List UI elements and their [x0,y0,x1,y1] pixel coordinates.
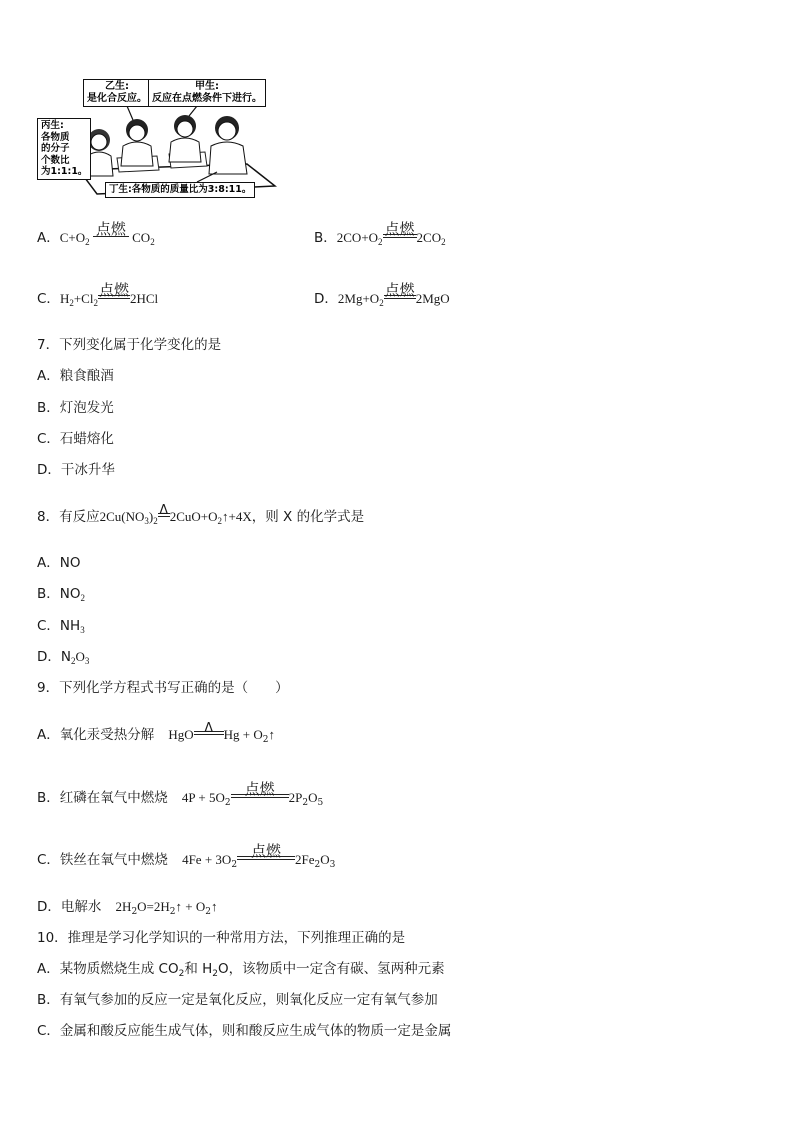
q10-a-sub1: 2 [178,969,185,979]
bubble-yi [83,79,151,107]
q6-a-rhs-sub: 2 [150,237,155,247]
q9-c-rhs-sub2: 3 [329,860,336,870]
q8-b-sub: 2 [80,593,85,603]
q8-d-sub2: 3 [84,656,90,666]
q6-a-sub: 2 [85,237,90,247]
q6-d-sub: 2 [379,298,384,308]
q9-option-b [37,780,324,808]
bubble-jia-name: 甲生: [195,81,219,92]
q9-d-eq2: O=2H [137,899,170,914]
q6-b-sub: 2 [378,237,383,247]
q6-b-condition [383,220,417,246]
q9-c-condition [237,842,295,868]
q6-a-lhs: C+O [59,230,86,245]
q7-option-c: C．石蜡熔化 [37,431,114,447]
q8-b-text: B．NO [37,586,81,602]
q9-b-lhs: 4P + 5O [181,790,225,805]
q6-d-condition-label: 点燃 [384,281,415,299]
q8-option-d [37,645,89,665]
q10-a-part2: 和 H [184,961,213,977]
q8-d-sub1: 2 [71,656,76,666]
q6-d-label: D． [314,291,338,307]
q6-d-lhs: 2Mg+O [337,291,380,306]
q7-option-a: A．粮食酿酒 [37,368,114,384]
q6-c-label: C． [37,291,60,307]
q8-eq-part2: ) [148,509,154,524]
bubble-yi-text: 是化合反应。 [87,93,147,104]
q9-c-condition-label: 点燃 [251,842,282,860]
q9-d-sub1: 2 [131,907,138,917]
q9-option-a [37,723,275,743]
q9-b-rhs2: O [308,790,318,805]
q9-d-eq1: 2H [115,899,132,914]
q6-a-condition [93,220,129,246]
q8-option-c [37,614,85,634]
bubble-bing-line2: 各物质 [41,131,70,143]
q8-eq-sub2b: 2 [217,516,222,526]
q10-a-part1: A．某物质燃烧生成 CO [37,961,179,977]
q6-a-label: A． [37,230,60,246]
bubble-bing-line4: 个数比 [41,154,70,166]
q8-suffix: ，则 X 的化学式是 [251,509,365,525]
q9-c-rhs-sub1: 2 [314,860,321,870]
q9-b-rhs-sub2: 5 [317,798,324,808]
q8-heat-condition [158,503,170,525]
bubble-jia [148,79,266,107]
q10-option-b: B．有氧气参加的反应一定是氧化反应，则氧化反应一定有氧气参加 [37,992,438,1008]
q6-c-sub1: 2 [69,298,74,308]
q8-option-a [37,551,80,571]
q8-a-text: A．NO [37,555,81,571]
bubble-yi-name: 乙生: [105,81,129,92]
q9-d-eq3: ↑ + O [175,899,206,914]
q6-c-sub2: 2 [93,298,98,308]
q9-a-sub: 2 [262,735,269,745]
q7-option-b: B．灯泡发光 [37,400,114,416]
q9-c-lhs: 4Fe + 3O [182,852,232,867]
q9-b-rhs1: 2P [288,790,303,805]
q6-c-rhs: 2HCl [129,291,159,306]
q8-eq-part3: 2CuO+O [169,509,218,524]
q9-d-eq4: ↑ [210,899,218,914]
q9-b-condition-label: 点燃 [244,780,275,798]
q6-b-rhs-sub: 2 [441,237,446,247]
q8-eq-part4: ↑+4X [222,509,252,524]
q8-heat-label: Δ [159,503,169,518]
q6-c-lhs1: H [59,291,70,306]
q8-eq-sub3: 3 [144,516,149,526]
q9-d-sub3: 2 [205,907,211,917]
q9-b-sub: 2 [224,798,231,808]
q9-b-rhs-sub1: 2 [302,798,309,808]
q8-equation [99,503,252,526]
q10-a-part3: O，该物质中一定含有碳、氢两种元素 [218,961,445,977]
q10-stem: 10．推理是学习化学知识的一种常用方法，下列推理正确的是 [37,930,406,946]
q6-b-condition-label: 点燃 [384,220,415,238]
q9-stem: 9．下列化学方程式书写正确的是（ ） [37,680,289,696]
q8-c-sub: 3 [80,625,85,635]
q9-a-heat-label: Δ [204,721,214,736]
q6-option-c [37,281,159,308]
q6-option-b [314,220,446,247]
q9-option-d [37,895,217,915]
bubble-ding: 丁生:各物质的质量比为3:8:11。 [105,182,255,198]
q6-c-condition-label: 点燃 [98,281,129,299]
q9-a-rhs: Hg + O [223,727,263,742]
q9-c-rhs2: O [320,852,330,867]
q10-option-a [37,957,445,977]
q7-option-d: D．干冰升华 [37,462,115,478]
q9-c-sub: 2 [231,860,238,870]
q8-prefix: 8．有反应 [37,509,100,525]
q9-a-tail: ↑ [268,727,276,742]
q9-a-lhs: HgO [168,727,194,742]
q8-c-text: C．NH [37,618,81,634]
bubble-bing-line1: 丙生: [41,120,64,131]
q6-option-d [314,281,450,308]
q9-b-condition [231,780,289,806]
q9-d-sub2: 2 [169,907,176,917]
q9-b-text: B．红磷在氧气中燃烧 [37,790,168,806]
q8-d-text: D．N [37,649,71,665]
q6-a-condition-label: 点燃 [95,220,126,238]
q8-stem [37,505,364,525]
q6-d-rhs: 2MgO [415,291,450,306]
students-discussion-illustration [37,78,277,200]
q9-a-condition [194,721,224,743]
bubble-bing-line5: 为1:1:1。 [41,166,88,177]
q6-a-rhs: CO [132,230,151,245]
q7-stem: 7．下列变化属于化学变化的是 [37,337,222,353]
q9-option-c [37,842,336,870]
q6-b-label: B． [314,230,337,246]
q6-d-condition [384,281,416,307]
q9-c-rhs1: 2Fe [295,852,315,867]
q10-option-c: C．金属和酸反应能生成气体，则和酸反应生成气体的物质一定是金属 [37,1023,452,1039]
q6-b-rhs: 2CO [416,230,442,245]
q8-eq-sub2: 2 [153,516,158,526]
q9-d-text: D．电解水 [37,899,102,915]
q6-c-lhs2: +Cl [73,291,94,306]
bubble-jia-text: 反应在点燃条件下进行。 [152,93,262,104]
q6-b-lhs: 2CO+O [336,230,379,245]
q9-c-text: C．铁丝在氧气中燃烧 [37,852,168,868]
bubble-bing [37,118,91,180]
q8-eq-part1: 2Cu(NO [99,509,145,524]
q6-c-condition [98,281,130,307]
q8-d-mid: O [75,649,85,664]
bubble-bing-line3: 的分子 [41,143,70,154]
q10-a-sub2: 2 [212,969,219,979]
q6-option-a [37,220,155,247]
q8-option-b [37,582,85,602]
q9-a-text: A．氧化汞受热分解 [37,727,155,743]
